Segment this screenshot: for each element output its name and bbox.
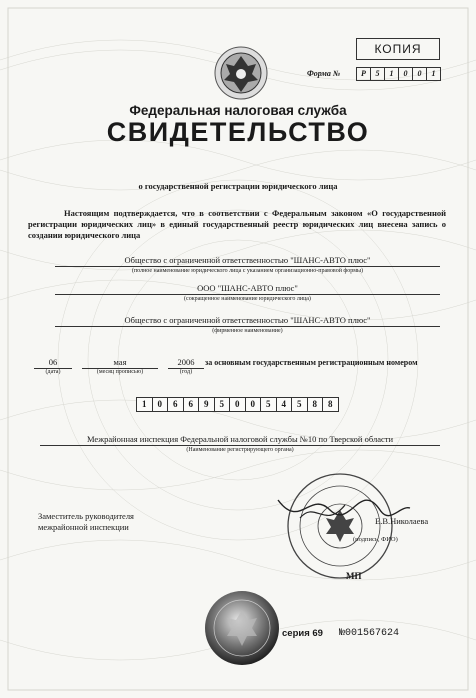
agency-name: Федеральная налоговая служба	[129, 103, 347, 118]
copy-stamp: КОПИЯ	[356, 38, 440, 60]
short-name-field	[55, 282, 440, 304]
date-day-caption: (дата)	[45, 369, 61, 375]
ogrn-digit: 5	[291, 397, 308, 412]
ogrn-digit: 0	[152, 397, 169, 412]
ogrn-digit: 8	[307, 397, 324, 412]
form-char: 5	[370, 67, 385, 81]
stamp-place-label: МП	[346, 571, 362, 581]
ogrn-digit: 6	[183, 397, 200, 412]
emblem-icon	[212, 44, 270, 102]
ogrn-digit: 0	[229, 397, 246, 412]
authority-value: Межрайонная инспекция Федеральной налоговой службы №10 по Тверской области	[40, 433, 440, 446]
full-name-caption: (полное наименование юридического лица с указанием организационно-правовой формы)	[131, 268, 364, 274]
ogrn-digit: 8	[322, 397, 339, 412]
authority-caption: (Наименование регистрирующего органа)	[186, 447, 294, 453]
signature-caption: (подпись, ФИО)	[353, 536, 398, 543]
full-name-value: Общество с ограниченной ответственностью "ШАНС-АВТО плюс"	[55, 254, 440, 267]
short-name-value: ООО "ШАНС-АВТО плюс"	[55, 282, 440, 295]
signer-position-line2: межрайонной инспекции	[38, 522, 129, 532]
ogrn-digit: 4	[276, 397, 293, 412]
certificate-body: Настоящим подтверждается, что в соответствии с Федеральным законом «О государственной регистрации юридических лиц» в единый государственный реестр юридических лиц внесена запись о создании юридического лица	[28, 208, 446, 240]
date-year: 2006	[168, 356, 204, 369]
signer-position	[38, 511, 134, 533]
form-char: Р	[356, 67, 371, 81]
date-day: 06	[34, 356, 72, 369]
full-name-field	[55, 254, 440, 276]
form-char: 1	[384, 67, 399, 81]
series-number: №001567624	[339, 628, 400, 639]
ogrn-digit: 0	[245, 397, 262, 412]
form-char: 0	[412, 67, 427, 81]
form-char: 1	[426, 67, 441, 81]
ogrn-intro: за основным государственным регистрационным номером	[205, 358, 418, 367]
date-month: мая	[82, 356, 158, 369]
ogrn-number	[137, 397, 339, 412]
short-name-caption: (сокращенное наименование юридического лица)	[184, 296, 311, 302]
series-label: серия 69	[282, 628, 323, 639]
form-label: Форма №	[307, 69, 341, 78]
ogrn-digit: 5	[260, 397, 277, 412]
ogrn-digit: 1	[136, 397, 153, 412]
firm-name-value: Общество с ограниченной ответственностью "ШАНС-АВТО плюс"	[55, 314, 440, 327]
firm-name-caption: (фирменное наименование)	[212, 328, 283, 334]
hologram-icon	[202, 588, 282, 668]
authority-field	[40, 433, 440, 455]
date-month-caption: (месяц прописью)	[96, 369, 144, 375]
ogrn-digit: 6	[167, 397, 184, 412]
firm-name-field	[55, 314, 440, 336]
date-year-caption: (год)	[179, 369, 193, 375]
official-seal-stamp	[270, 470, 420, 582]
ogrn-digit: 9	[198, 397, 215, 412]
certificate-subtitle: о государственной регистрации юридического лица	[138, 181, 338, 191]
ogrn-digit: 5	[214, 397, 231, 412]
form-char: 0	[398, 67, 413, 81]
certificate-title: СВИДЕТЕЛЬСТВО	[106, 117, 370, 147]
signer-name: Е.В.Николаева	[375, 516, 429, 526]
form-number	[357, 67, 441, 81]
signer-position-line1: Заместитель руководителя	[38, 511, 134, 521]
